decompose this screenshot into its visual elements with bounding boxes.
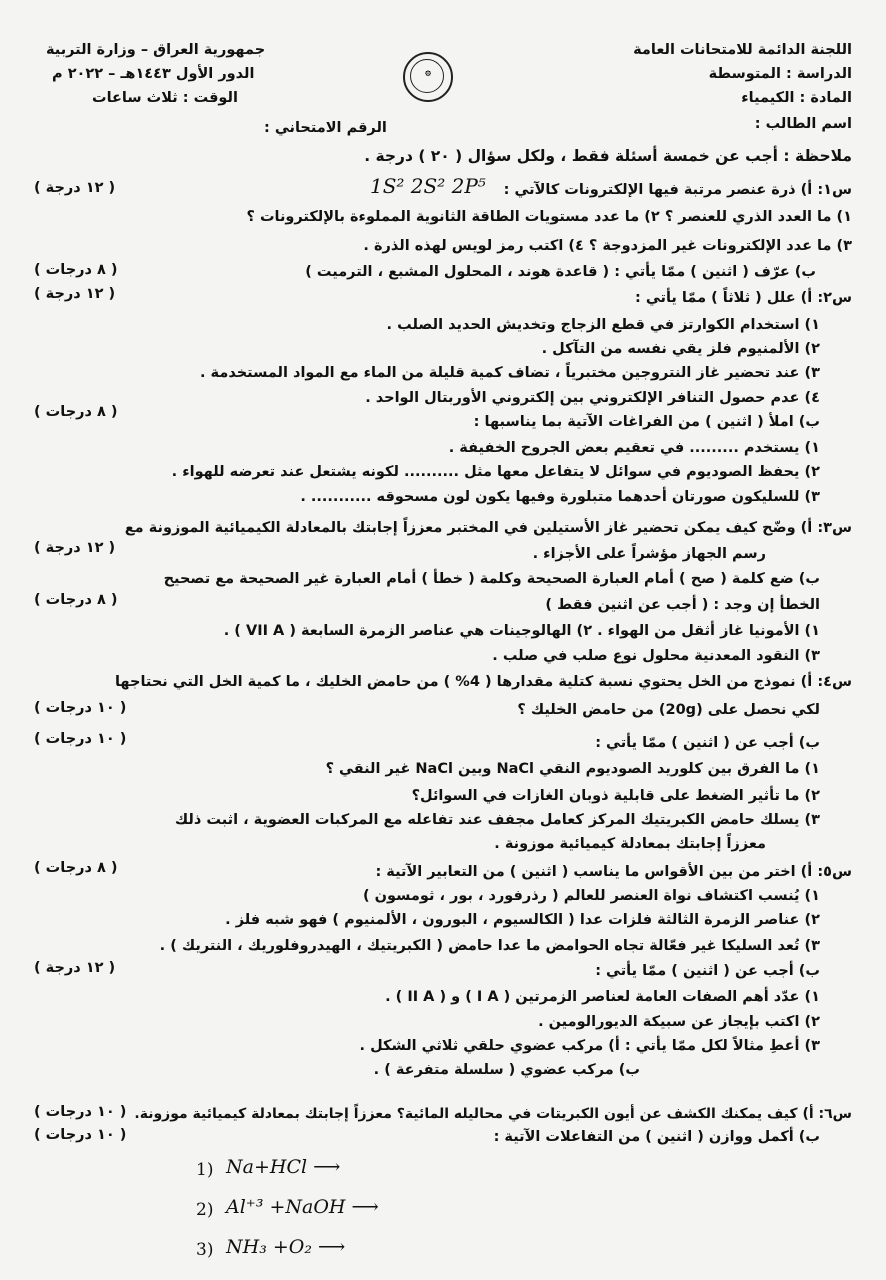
- q5-b-item: ٣) أعطِ مثالاً لكل ممّا يأتي : أ) مركب عضوي حلقي ثلاثي الشكل .: [359, 1038, 820, 1054]
- q4-a-line1: س٤: أ) نموذج من الخل يحتوي نسبة كتلية مقدارها ( 4% ) من حامض الخليك ، ما كمية الخل التي نحتاجها: [114, 674, 852, 690]
- q1-a-marks: ( ١٢ درجة ): [34, 180, 116, 196]
- reaction-3: NH₃ +O₂ ⟶: [226, 1236, 346, 1258]
- exam-time: الوقت : ثلاث ساعات: [92, 90, 238, 106]
- q3-b-marks: ( ٨ درجات ): [34, 592, 118, 608]
- q5-a-item: ٣) تُعد السليكا غير فعّالة تجاه الحوامض ما عدا حامض ( الكبريتيك ، الهيدروفلوريك ، النتريك ) .: [159, 938, 820, 954]
- ministry-title: جمهورية العراق – وزارة التربية: [46, 42, 266, 58]
- q2-b: ب) املأ ( اثنين ) من الفراغات الآتية بما يناسبها :: [473, 414, 820, 430]
- q2-b-item: ١) يستخدم ......... في تعقيم بعض الجروح الخفيفة .: [448, 440, 820, 456]
- q5-a-item: ١) يُنسب اكتشاف نواة العنصر للعالم ( رذرفورد ، بور ، ثومسون ): [363, 888, 820, 904]
- student-name-label: اسم الطالب :: [754, 116, 852, 132]
- reaction-2: Al⁺³ +NaOH ⟶: [226, 1196, 379, 1218]
- q4-item-cont: معززاً إجابتك بمعادلة كيميائية موزونة .: [494, 836, 766, 852]
- q4-b: ب) أجب عن ( اثنين ) ممّا يأتي :: [595, 735, 820, 751]
- q1-line2: ٣) ما عدد الإلكترونات غير المزدوجة ؟ ٤) اكتب رمز لويس لهذه الذرة .: [363, 238, 852, 254]
- q4-a-marks: ( ١٠ درجات ): [34, 700, 127, 716]
- q5-a: س٥: أ) اختر من بين الأقواس ما يناسب ( اثنين ) من التعابير الآتية :: [375, 864, 852, 880]
- subject: المادة : الكيمياء: [741, 90, 852, 106]
- q3-b-line4: ٣) النقود المعدنية محلول نوع صلب في صلب .: [492, 648, 820, 664]
- q1-line1: ١) ما العدد الذري للعنصر ؟ ٢) ما عدد مستويات الطاقة الثانوية المملوءة بالإلكترونات ؟: [246, 209, 852, 225]
- q2-b-item: ٣) للسليكون صورتان أحدهما متبلورة وفيها يكون لون مسحوقه ........... .: [300, 489, 820, 505]
- q1-b: ب) عرّف ( اثنين ) ممّا يأتي : ( قاعدة هوند ، المحلول المشبع ، الترميت ): [305, 264, 816, 280]
- q1-electron-config: 1S² 2S² 2P⁵: [370, 174, 486, 198]
- q4-b-marks: ( ١٠ درجات ): [34, 731, 127, 747]
- q2-item: ٤) عدم حصول التنافر الإلكتروني بين إلكتروني الأوربتال الواحد .: [365, 390, 820, 406]
- q5-a-item: ٢) عناصر الزمرة الثالثة فلزات عدا ( الكالسيوم ، البورون ، الألمنيوم ) فهو شبه فلز .: [225, 912, 820, 928]
- q5-a-marks: ( ٨ درجات ): [34, 860, 118, 876]
- q3-a-line1: س٣: أ) وضّح كيف يمكن تحضير غاز الأستيلين في المختبر معززاً إجابتك بالمعادلة الكيميائية الموزونة مع: [124, 520, 852, 536]
- study-level: الدراسة : المتوسطة: [708, 66, 852, 82]
- reaction-num-3: 3): [196, 1240, 214, 1260]
- reaction-1: Na+HCl ⟶: [226, 1156, 341, 1178]
- q2-item: ٣) عند تحضير غاز النتروجين مختبرياً ، تضاف كمية قليلة من الماء مع المواد المستخدمة .: [200, 365, 820, 381]
- reaction-num-1: 1): [196, 1160, 214, 1180]
- q2-item: ٢) الألمنيوم فلز يقي نفسه من التآكل .: [541, 341, 820, 357]
- q1-b-marks: ( ٨ درجات ): [34, 262, 118, 278]
- q5-b-marks: ( ١٢ درجة ): [34, 960, 116, 976]
- q1-a: س١: أ) ذرة عنصر مرتبة فيها الإلكترونات كالآتي :: [503, 182, 852, 198]
- q2-b-item: ٢) يحفظ الصوديوم في سوائل لا يتفاعل معها مثل .......... لكونه يشتعل عند تعرضه للهواء .: [171, 464, 820, 480]
- reaction-num-2: 2): [196, 1200, 214, 1220]
- q4-item: ٢) ما تأثير الضغط على قابلية ذوبان الغازات في السوائل؟: [411, 788, 820, 804]
- q4-item: ١) ما الفرق بين كلوريد الصوديوم النقي NaCl وبين NaCl غير النقي ؟: [325, 761, 820, 777]
- exam-number-label: الرقم الامتحاني :: [264, 120, 387, 136]
- q5-b: ب) أجب عن ( اثنين ) ممّا يأتي :: [595, 963, 820, 979]
- ministry-seal-icon: ۞: [403, 52, 453, 102]
- q6-a-marks: ( ١٠ درجات ): [34, 1104, 127, 1120]
- q3-b-line1: ب) ضع كلمة ( صح ) أمام العبارة الصحيحة وكلمة ( خطأ ) أمام العبارة غير الصحيحة مع تصحيح: [163, 571, 820, 587]
- q4-item: ٣) يسلك حامض الكبريتيك المركز كعامل مجفف عند تفاعله مع المركبات العضوية ، اثبت ذلك: [174, 812, 820, 828]
- q3-b-line2: الخطأ إن وجد : ( أجب عن اثنين فقط ): [545, 597, 820, 613]
- q6-a: س٦: أ) كيف يمكنك الكشف عن أيون الكبريتات في محاليله المائية؟ معززاً إجابتك بمعادلة كيميائية موزونة.: [134, 1106, 852, 1122]
- q5-b-item: ٢) اكتب بإيجاز عن سبيكة الديورالومين .: [538, 1014, 820, 1030]
- exam-note: ملاحظة : أجب عن خمسة أسئلة فقط ، ولكل سؤال ( ٢٠ ) درجة .: [364, 147, 852, 165]
- q2-item: ١) استخدام الكوارتز في قطع الزجاج وتخديش الحديد الصلب .: [386, 317, 820, 333]
- q4-a-line2: لكي نحصل على (20g) من حامض الخليك ؟: [517, 702, 820, 718]
- q6-b-marks: ( ١٠ درجات ): [34, 1127, 127, 1143]
- committee-title: اللجنة الدائمة للامتحانات العامة: [633, 42, 852, 58]
- q2-a: س٢: أ) علل ( ثلاثاً ) ممّا يأتي :: [635, 290, 852, 306]
- q5-b-item: ١) عدّد أهم الصفات العامة لعناصر الزمرتين ( I A ) و ( II A ) .: [385, 989, 820, 1005]
- exam-round: الدور الأول ١٤٤٣هـ – ٢٠٢٢ م: [52, 66, 255, 82]
- q5-b-item-sub: ب) مركب عضوي ( سلسلة متفرعة ) .: [373, 1062, 640, 1078]
- q3-a-marks: ( ١٢ درجة ): [34, 540, 116, 556]
- q2-b-marks: ( ٨ درجات ): [34, 404, 118, 420]
- q2-a-marks: ( ١٢ درجة ): [34, 286, 116, 302]
- q6-b: ب) أكمل ووازن ( اثنين ) من التفاعلات الآتية :: [493, 1129, 820, 1145]
- q3-b-line3: ١) الأمونيا غاز أثقل من الهواء . ٢) الهالوجينات هي عناصر الزمرة السابعة ( VII A ) .: [223, 623, 820, 639]
- q3-a-line2: رسم الجهاز مؤشراً على الأجزاء .: [532, 546, 766, 562]
